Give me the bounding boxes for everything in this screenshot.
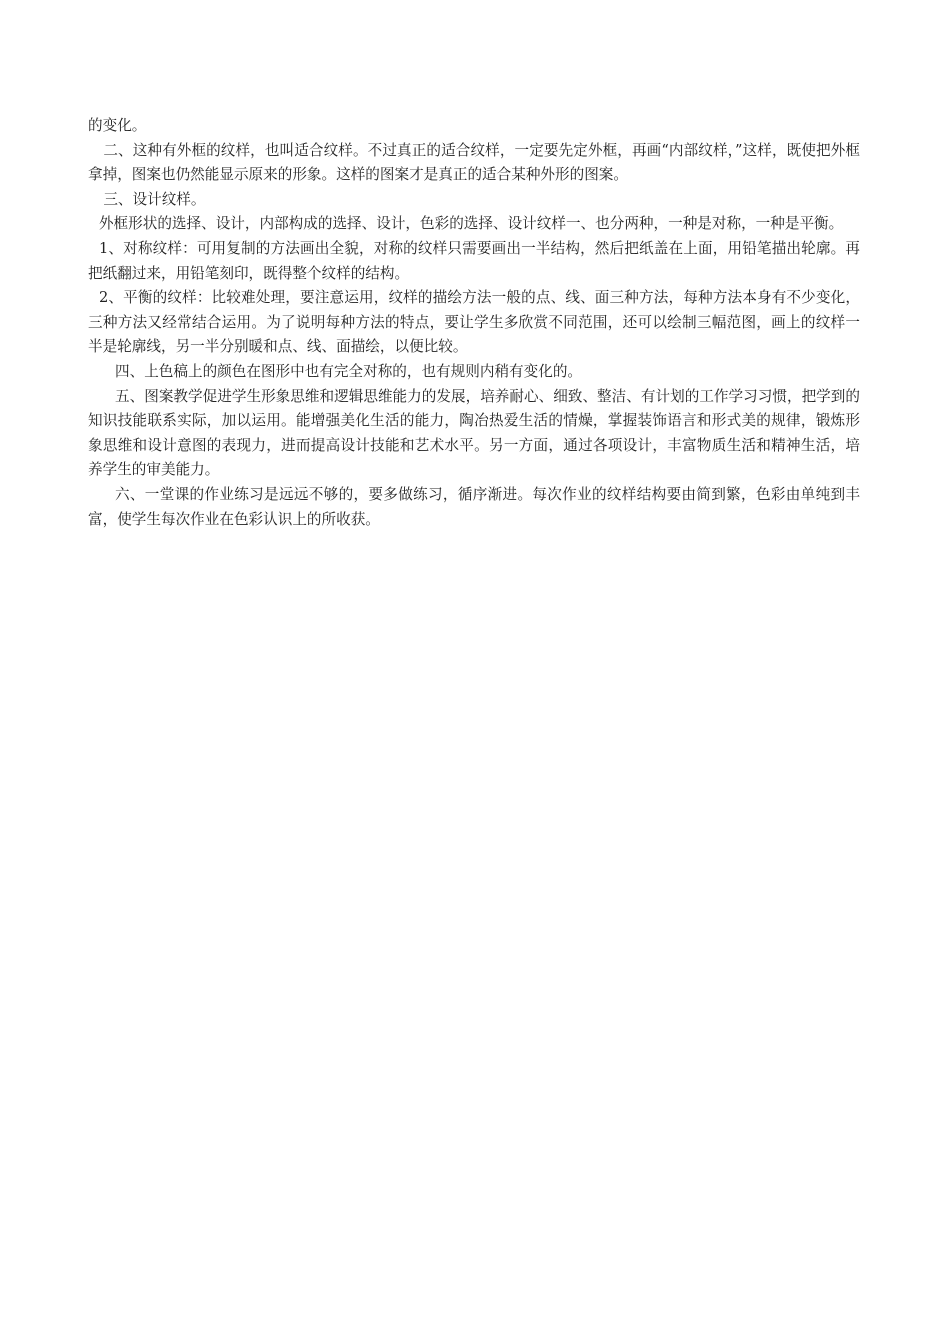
paragraph-frame-design: 外框形状的选择、设计，内部构成的选择、设计，色彩的选择、设计纹样一、也分两种，一种是对称，一种是平衡。 xyxy=(98,215,844,233)
paragraph-balanced-pattern: 2、平衡的纹样：比较难处理，要注意运用，纹样的描绘方法一般的点、线、面三种方法，每种方法本身有不少变化，三种方法又经常结合运用。为了说明每种方法的特点，要让学生多欣赏不同范围，还可以绘制三幅范图，画上的纹样一半是轮廓线，另一半分别暖和点、线、面描绘，以便比较。 xyxy=(88,289,860,356)
paragraph-section-3-heading: 三、设计纹样。 xyxy=(103,190,206,208)
paragraph-section-6: 六、一堂课的作业练习是远远不够的，要多做练习，循序渐进。每次作业的纹样结构要由简到繁，色彩由单纯到丰富，使学生每次作业在色彩认识上的所收获。 xyxy=(88,485,860,528)
paragraph-continuation: 的变化。 xyxy=(88,117,147,134)
paragraph-section-2: 二、这种有外框的纹样，也叫适合纹样。不过真正的适合纹样，一定要先定外框，再画“内部纹样，”这样，既使把外框拿掉，图案也仍然能显示原来的形象。这样的图案才是真正的适合某种外形的图案。 xyxy=(88,141,860,184)
paragraph-section-4: 四、上色稿上的颜色在图形中也有完全对称的，也有规则内稍有变化的。 xyxy=(115,362,583,380)
document-body xyxy=(88,114,860,532)
paragraph-section-5: 五、图案教学促进学生形象思维和逻辑思维能力的发展，培养耐心、细致、整洁、有计划的工作学习习惯，把学到的知识技能联系实际，加以运用。能增强美化生活的能力，陶冶热爱生活的情燥，掌握装饰语言和形式美的规律，锻炼形象思维和设计意图的表现力，进而提高设计技能和艺术水平。另一方面，通过各项设计，丰富物质生活和精神生活，培养学生的审美能力。 xyxy=(88,387,860,479)
paragraph-symmetric-pattern: 1、对称纹样：可用复制的方法画出全貌，对称的纹样只需要画出一半结构，然后把纸盖在上面，用铅笔描出轮廓。再把纸翻过来，用铅笔刻印，既得整个纹样的结构。 xyxy=(88,239,860,282)
